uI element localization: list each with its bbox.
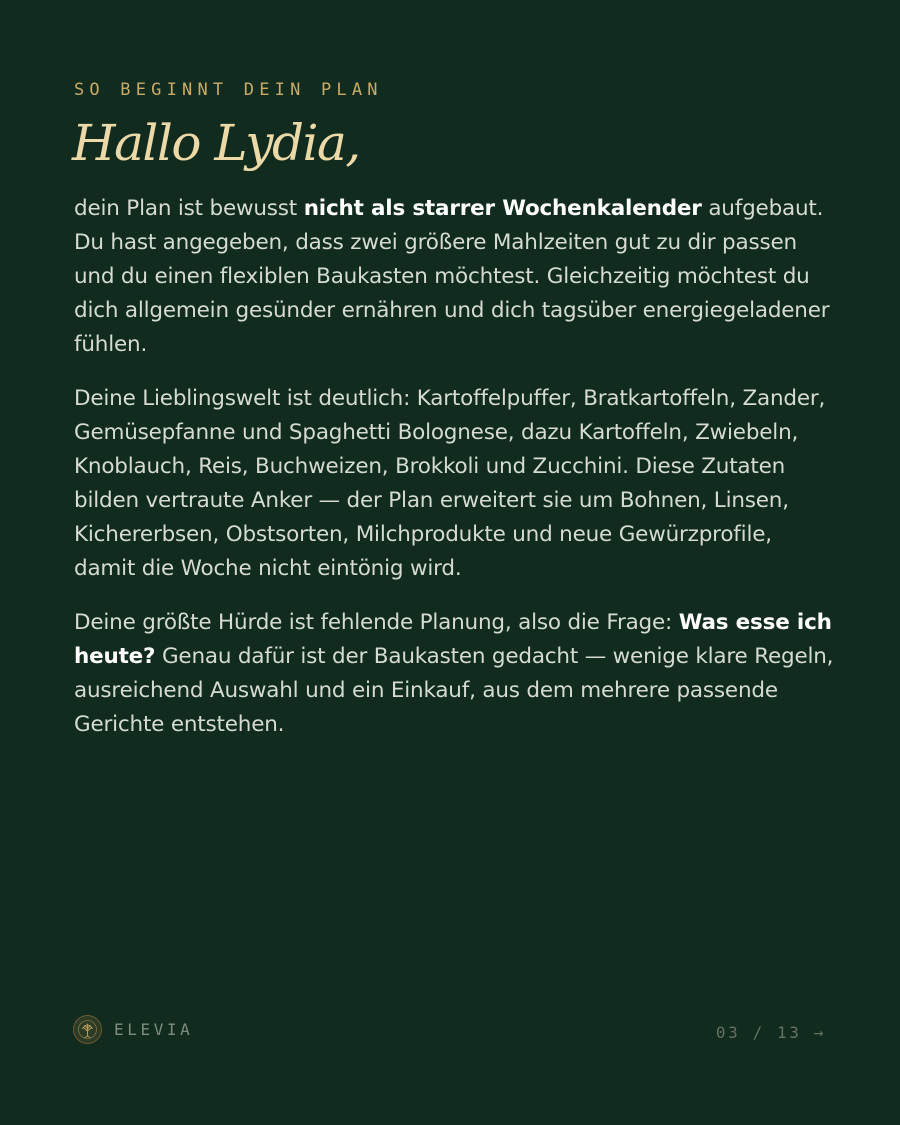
paragraph-text: Genau dafür ist der Baukasten gedacht — wenige klare Regeln, ausreichend Auswahl und ein Einkauf, aus dem mehrere passende Gerichte entstehen. xyxy=(74,644,834,737)
paragraph-text: dein Plan ist bewusst xyxy=(74,196,304,221)
intro-text xyxy=(74,192,834,762)
paragraph-plan-structure xyxy=(74,192,834,362)
paragraph-text: Deine Lieblingswelt ist deutlich: Kartoffelpuffer, Bratkartoffeln, Zander, Gemüsepfanne und Spaghetti Bolognese, dazu Kartoffeln, Zwiebeln, Knoblauch, Reis, Buchweizen, Brokkoli und Zucchini. Diese Zutaten bilden vertraute Anker — der Plan erweitert sie um Bohnen, Linsen, Kichererbsen, Obstsorten, Milchprodukte und neue Gewürzprofile, damit die Woche nicht eintönig wird. xyxy=(74,386,826,581)
page-indicator[interactable]: 03 / 13 → xyxy=(715,1023,826,1042)
tree-of-life-icon xyxy=(73,1015,102,1044)
emphasis-text: Was esse ich heute? xyxy=(74,610,832,669)
paragraph-text: Deine größte Hürde ist fehlende Planung, also die Frage: xyxy=(74,610,679,635)
paragraph-favorites xyxy=(74,382,834,586)
brand-name: ELEVIA xyxy=(114,1020,194,1039)
emphasis-text: nicht als starrer Wochenkalender xyxy=(303,196,702,221)
paragraph-hurdle xyxy=(74,606,834,742)
section-eyebrow: SO BEGINNT DEIN PLAN xyxy=(74,80,383,100)
footer-brand xyxy=(73,1015,193,1044)
paragraph-text: aufgebaut. Du hast angegeben, dass zwei größere Mahlzeiten gut zu dir passen und du einen flexiblen Baukasten möchtest. Gleichzeitig möchtest du dich allgemein gesünder ernähren und dich tagsüber energiegeladener fühlen. xyxy=(74,196,830,357)
greeting-heading: Hallo Lydia, xyxy=(72,114,360,172)
